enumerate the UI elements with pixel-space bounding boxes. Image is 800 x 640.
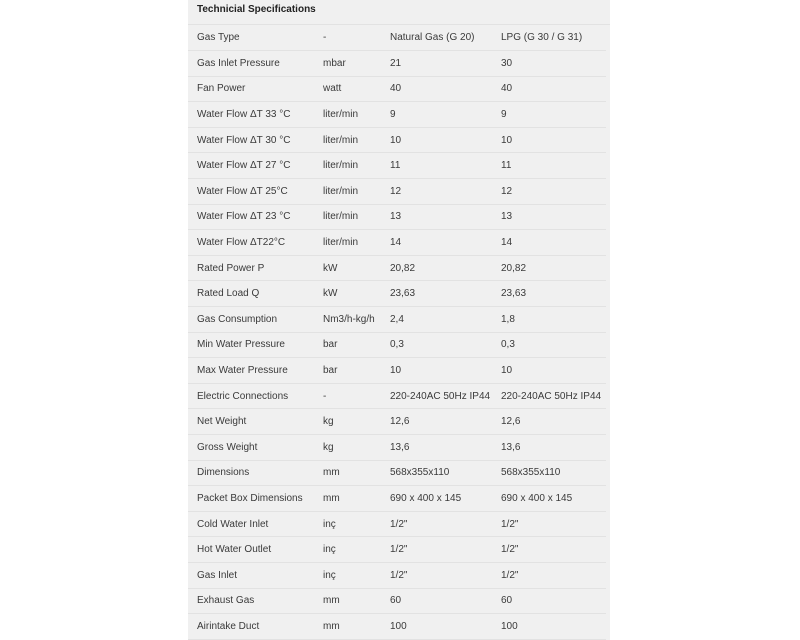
lpg-value-cell: 1/2" (501, 511, 606, 537)
spec-name-cell: Gas Consumption (188, 307, 323, 333)
table-row (188, 383, 606, 409)
table-row (188, 255, 606, 281)
table-row (188, 76, 606, 102)
natural-gas-value-cell: 1/2" (390, 562, 501, 588)
natural-gas-value-cell: 568x355x110 (390, 460, 501, 486)
spec-unit-cell: - (323, 383, 390, 409)
lpg-value-cell: 11 (501, 153, 606, 179)
spec-unit-cell: watt (323, 76, 390, 102)
spec-name-cell: Gas Type (188, 25, 323, 51)
table-row (188, 358, 606, 384)
spec-unit-cell: inç (323, 537, 390, 563)
table-row (188, 230, 606, 256)
spec-unit-cell: liter/min (323, 102, 390, 128)
natural-gas-value-cell: 690 x 400 x 145 (390, 486, 501, 512)
spec-name-cell: Water Flow ΔT 33 °C (188, 102, 323, 128)
spec-unit-cell: inç (323, 511, 390, 537)
lpg-value-cell: 10 (501, 358, 606, 384)
lpg-value-cell: 1,8 (501, 307, 606, 333)
lpg-value-cell: 30 (501, 51, 606, 77)
specifications-table (188, 25, 606, 640)
spec-name-cell: Airintake Duct (188, 614, 323, 640)
spec-name-cell: Min Water Pressure (188, 332, 323, 358)
natural-gas-value-cell: 100 (390, 614, 501, 640)
lpg-value-cell: 10 (501, 127, 606, 153)
natural-gas-value-cell: 12,6 (390, 409, 501, 435)
natural-gas-value-cell: 1/2" (390, 537, 501, 563)
lpg-value-cell: 1/2" (501, 562, 606, 588)
spec-name-cell: Rated Load Q (188, 281, 323, 307)
lpg-value-cell: LPG (G 30 / G 31) (501, 25, 606, 51)
lpg-value-cell: 12,6 (501, 409, 606, 435)
spec-unit-cell: mm (323, 486, 390, 512)
spec-unit-cell: mm (323, 460, 390, 486)
table-row (188, 537, 606, 563)
spec-name-cell: Water Flow ΔT22°C (188, 230, 323, 256)
natural-gas-value-cell: 12 (390, 179, 501, 205)
natural-gas-value-cell: Natural Gas (G 20) (390, 25, 501, 51)
spec-name-cell: Gas Inlet Pressure (188, 51, 323, 77)
natural-gas-value-cell: 60 (390, 588, 501, 614)
spec-name-cell: Fan Power (188, 76, 323, 102)
lpg-value-cell: 13,6 (501, 435, 606, 461)
lpg-value-cell: 220-240AC 50Hz IP44 (501, 383, 606, 409)
lpg-value-cell: 100 (501, 614, 606, 640)
natural-gas-value-cell: 20,82 (390, 255, 501, 281)
spec-unit-cell: mm (323, 614, 390, 640)
spec-name-cell: Gross Weight (188, 435, 323, 461)
specifications-panel (188, 0, 610, 640)
spec-name-cell: Water Flow ΔT 25°C (188, 179, 323, 205)
natural-gas-value-cell: 14 (390, 230, 501, 256)
table-row (188, 204, 606, 230)
spec-unit-cell: liter/min (323, 153, 390, 179)
spec-unit-cell: Nm3/h-kg/h (323, 307, 390, 333)
spec-unit-cell: kg (323, 409, 390, 435)
lpg-value-cell: 23,63 (501, 281, 606, 307)
table-row (188, 153, 606, 179)
spec-name-cell: Dimensions (188, 460, 323, 486)
table-row (188, 25, 606, 51)
table-row (188, 460, 606, 486)
table-row (188, 486, 606, 512)
natural-gas-value-cell: 10 (390, 127, 501, 153)
spec-unit-cell: liter/min (323, 230, 390, 256)
lpg-value-cell: 60 (501, 588, 606, 614)
lpg-value-cell: 12 (501, 179, 606, 205)
natural-gas-value-cell: 220-240AC 50Hz IP44 (390, 383, 501, 409)
spec-name-cell: Hot Water Outlet (188, 537, 323, 563)
table-row (188, 435, 606, 461)
table-row (188, 409, 606, 435)
spec-unit-cell: bar (323, 358, 390, 384)
spec-unit-cell: inç (323, 562, 390, 588)
natural-gas-value-cell: 0,3 (390, 332, 501, 358)
spec-name-cell: Gas Inlet (188, 562, 323, 588)
natural-gas-value-cell: 2,4 (390, 307, 501, 333)
table-row (188, 179, 606, 205)
lpg-value-cell: 9 (501, 102, 606, 128)
natural-gas-value-cell: 9 (390, 102, 501, 128)
spec-unit-cell: liter/min (323, 179, 390, 205)
spec-name-cell: Exhaust Gas (188, 588, 323, 614)
table-row (188, 281, 606, 307)
spec-name-cell: Water Flow ΔT 23 °C (188, 204, 323, 230)
natural-gas-value-cell: 13 (390, 204, 501, 230)
spec-unit-cell: kW (323, 255, 390, 281)
natural-gas-value-cell: 40 (390, 76, 501, 102)
spec-name-cell: Net Weight (188, 409, 323, 435)
natural-gas-value-cell: 21 (390, 51, 501, 77)
table-row (188, 614, 606, 640)
spec-name-cell: Water Flow ΔT 27 °C (188, 153, 323, 179)
lpg-value-cell: 1/2" (501, 537, 606, 563)
lpg-value-cell: 13 (501, 204, 606, 230)
spec-name-cell: Water Flow ΔT 30 °C (188, 127, 323, 153)
lpg-value-cell: 40 (501, 76, 606, 102)
natural-gas-value-cell: 10 (390, 358, 501, 384)
spec-unit-cell: liter/min (323, 127, 390, 153)
spec-unit-cell: bar (323, 332, 390, 358)
spec-unit-cell: mm (323, 588, 390, 614)
natural-gas-value-cell: 1/2" (390, 511, 501, 537)
spec-name-cell: Rated Power P (188, 255, 323, 281)
table-row (188, 511, 606, 537)
lpg-value-cell: 690 x 400 x 145 (501, 486, 606, 512)
lpg-value-cell: 14 (501, 230, 606, 256)
spec-unit-cell: - (323, 25, 390, 51)
lpg-value-cell: 20,82 (501, 255, 606, 281)
spec-unit-cell: kg (323, 435, 390, 461)
spec-unit-cell: mbar (323, 51, 390, 77)
specifications-title: Technicial Specifications (188, 0, 610, 25)
table-row (188, 307, 606, 333)
table-row (188, 332, 606, 358)
table-row (188, 102, 606, 128)
lpg-value-cell: 0,3 (501, 332, 606, 358)
lpg-value-cell: 568x355x110 (501, 460, 606, 486)
spec-unit-cell: kW (323, 281, 390, 307)
spec-name-cell: Max Water Pressure (188, 358, 323, 384)
natural-gas-value-cell: 13,6 (390, 435, 501, 461)
natural-gas-value-cell: 23,63 (390, 281, 501, 307)
table-row (188, 588, 606, 614)
spec-name-cell: Packet Box Dimensions (188, 486, 323, 512)
table-row (188, 51, 606, 77)
specifications-table-body (188, 25, 606, 639)
table-row (188, 562, 606, 588)
spec-name-cell: Cold Water Inlet (188, 511, 323, 537)
spec-unit-cell: liter/min (323, 204, 390, 230)
spec-name-cell: Electric Connections (188, 383, 323, 409)
natural-gas-value-cell: 11 (390, 153, 501, 179)
table-row (188, 127, 606, 153)
